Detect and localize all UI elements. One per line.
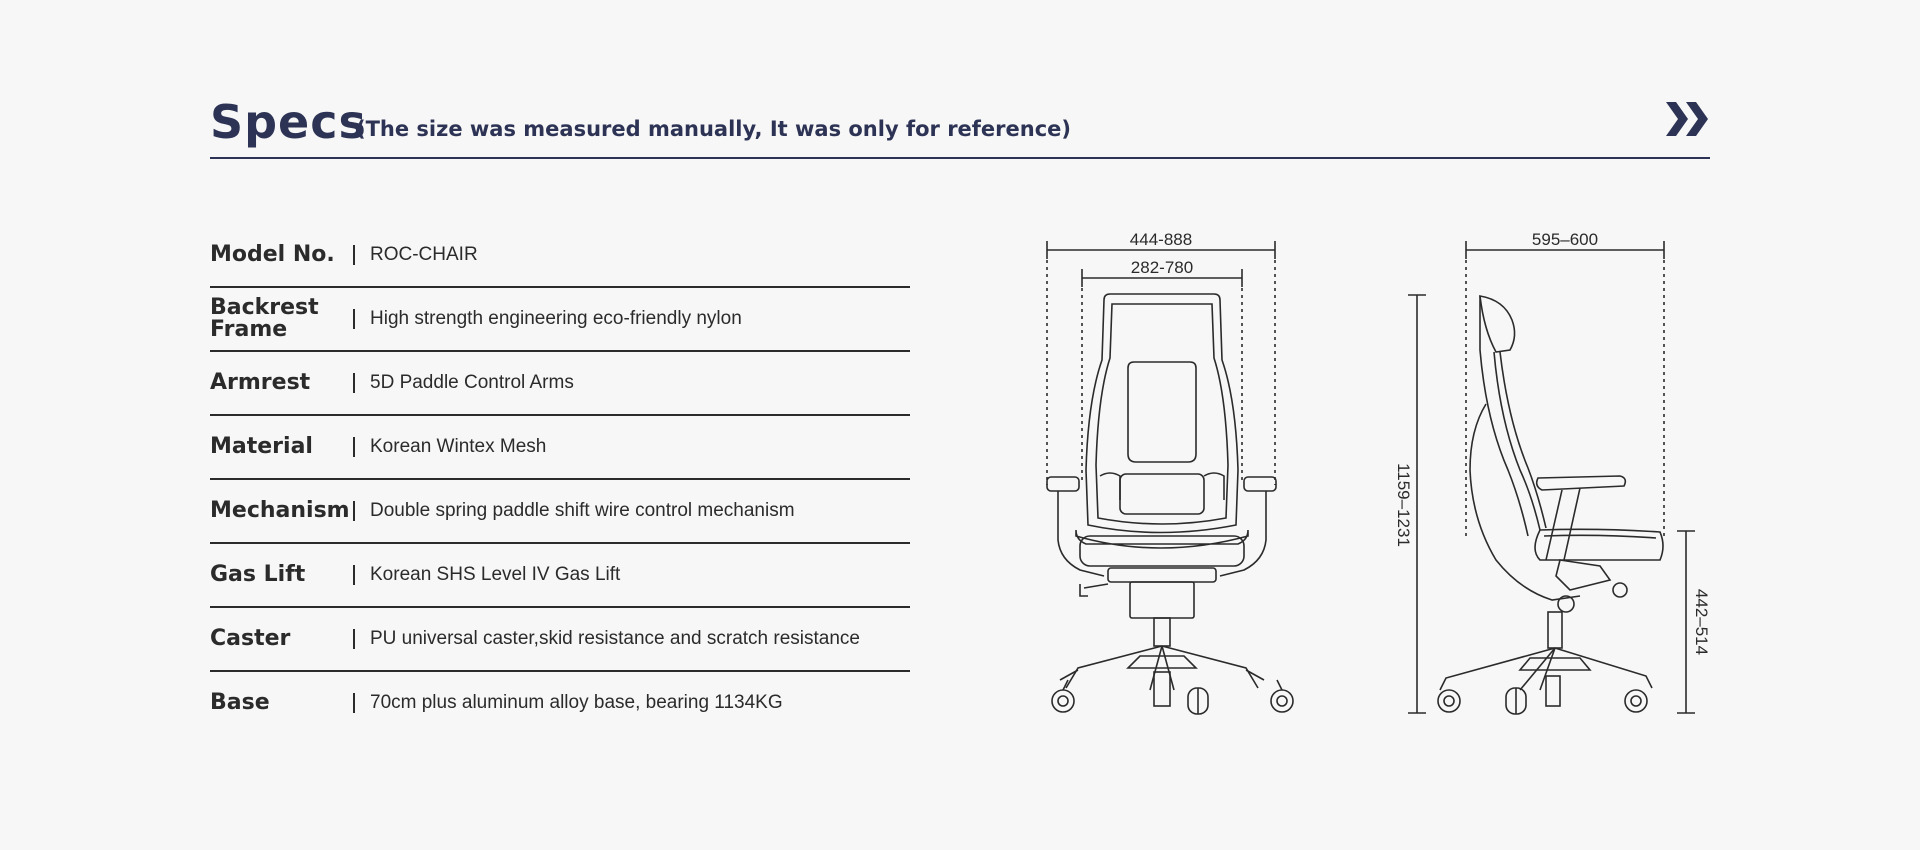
side-depth-dimension <box>1466 241 1664 540</box>
spec-label: Model No. <box>210 242 335 267</box>
spec-value: High strength engineering eco-friendly nylon <box>370 308 742 329</box>
spec-value: 5D Paddle Control Arms <box>370 372 574 393</box>
spec-label: Mechanism <box>210 498 350 523</box>
spec-value: 70cm plus aluminum alloy base, bearing 1134KG <box>370 692 783 713</box>
spec-value: Korean SHS Level IV Gas Lift <box>370 564 621 585</box>
spec-label: Caster <box>210 626 291 651</box>
front-inner-width-label: 282-780 <box>1130 258 1194 277</box>
spec-label: Backrest Frame <box>210 295 319 342</box>
seat-height-label: 442–514 <box>1692 588 1711 656</box>
spec-label: Armrest <box>210 370 311 395</box>
overall-height-label: 1159–1231 <box>1394 463 1413 547</box>
spec-label: Gas Lift <box>210 562 306 587</box>
page-subtitle: (The size was measured manually, It was only for reference) <box>356 117 1072 141</box>
spec-value: PU universal caster,skid resistance and scratch resistance <box>370 628 860 649</box>
spec-value: ROC-CHAIR <box>370 244 478 265</box>
spec-label: Material <box>210 434 313 459</box>
page-title: Specs <box>210 95 367 149</box>
front-width-dimension <box>1047 241 1275 485</box>
chair-side-view <box>1440 296 1663 706</box>
spec-value: Double spring paddle shift wire control mechanism <box>370 500 795 521</box>
spec-label: Base <box>210 690 270 715</box>
spec-value: Korean Wintex Mesh <box>370 436 547 457</box>
chair-front-view <box>1047 294 1276 706</box>
side-depth-label: 595–600 <box>1531 230 1599 249</box>
front-overall-width-label: 444-888 <box>1129 230 1193 249</box>
side-casters <box>1438 688 1647 714</box>
